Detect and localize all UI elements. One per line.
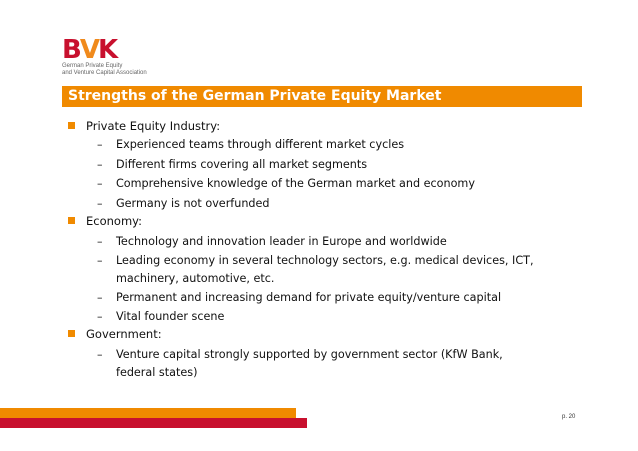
slide-title: Strengths of the German Private Equity Market <box>68 88 442 104</box>
bullet-label: Private Equity Industry: <box>86 119 221 133</box>
bullet-label: Economy: <box>86 214 142 228</box>
sub-bullet-text: Different firms covering all market segments <box>116 158 368 171</box>
bullet-square-icon <box>68 122 75 129</box>
logo-tagline-line-2: and Venture Capital Association <box>62 70 147 76</box>
sub-bullet-text: Technology and innovation leader in Europe and worldwide <box>116 235 447 248</box>
page-number: p. 20 <box>562 414 576 420</box>
dash-icon: – <box>97 291 103 304</box>
footer-red-band <box>0 418 307 428</box>
logo-letter-v: V <box>79 35 98 65</box>
sub-bullet-text: Permanent and increasing demand for private equity/venture capital <box>116 291 502 304</box>
bullet-square-icon <box>68 330 75 337</box>
dash-icon: – <box>97 138 103 151</box>
dash-icon: – <box>97 197 103 210</box>
dash-icon: – <box>97 254 103 267</box>
sub-bullet-text: Germany is not overfunded <box>116 197 270 210</box>
logo-letter-k: K <box>97 35 117 65</box>
dash-icon: – <box>97 348 103 361</box>
dash-icon: – <box>97 235 103 248</box>
sub-bullet-text: Leading economy in several technology sectors, e.g. medical devices, ICT, <box>116 254 534 267</box>
sub-bullet-text: Comprehensive knowledge of the German market and economy <box>116 177 475 190</box>
bullet-square-icon <box>68 217 75 224</box>
footer-orange-band <box>0 408 296 418</box>
sub-bullet-text: Venture capital strongly supported by government sector (KfW Bank, <box>116 348 503 361</box>
sub-bullet-text: Vital founder scene <box>116 310 225 323</box>
dash-icon: – <box>97 177 103 190</box>
dash-icon: – <box>97 310 103 323</box>
sub-bullet-text: Experienced teams through different market cycles <box>116 138 405 151</box>
dash-icon: – <box>97 158 103 171</box>
sub-bullet-text: machinery, automotive, etc. <box>116 272 275 285</box>
logo-letter-b: B <box>62 35 80 65</box>
logo-tagline-line-1: German Private Equity <box>62 63 123 69</box>
sub-bullet-text: federal states) <box>116 366 198 379</box>
bullet-label: Government: <box>86 327 162 341</box>
